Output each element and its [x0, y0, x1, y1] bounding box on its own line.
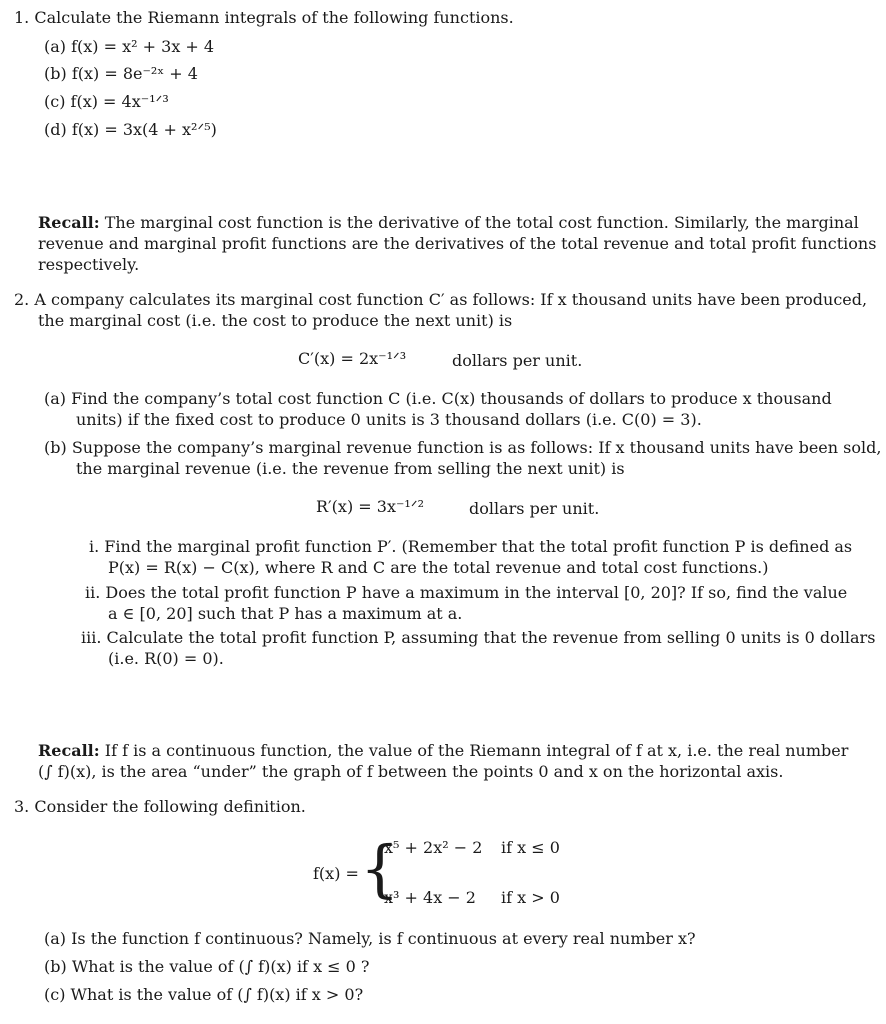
q1-item-b: (b) f(x) = 8e⁻²ˣ + 4	[44, 64, 198, 83]
q2b-i-line-2: P(x) = R(x) − C(x), where R and C are the total revenue and total cost functions.)	[108, 558, 769, 577]
marginal-revenue-unit: dollars per unit.	[469, 499, 600, 518]
q2b-line-1: (b) Suppose the company’s marginal revenue function is as follows: If x thousand units have been sold,	[44, 438, 882, 457]
recall2-text-1: If f is a continuous function, the value of the Riemann integral of f at x, i.e. the real number	[99, 741, 849, 760]
q1-item-a: (a) f(x) = x² + 3x + 4	[44, 37, 215, 56]
q1-item-c: (c) f(x) = 4x⁻¹ᐟ³	[44, 92, 169, 111]
q3-item-c: (c) What is the value of (∫ f)(x) if x > 0?	[44, 985, 364, 1004]
piecewise-condition-2: if x > 0	[501, 888, 560, 907]
q2b-line-2: the marginal revenue (i.e. the revenue from selling the next unit) is	[76, 459, 625, 478]
recall1-line-1	[38, 213, 859, 233]
recall1-label: Recall:	[38, 213, 100, 232]
recall1-text-1: The marginal cost function is the derivative of the total cost function. Similarly, the marginal	[99, 213, 859, 232]
q2b-ii-line-2: a ∈ [0, 20] such that P has a maximum at a.	[108, 604, 463, 623]
q3-item-b: (b) What is the value of (∫ f)(x) if x ≤ 0 ?	[44, 957, 370, 976]
piecewise-case-2: x³ + 4x − 2	[384, 888, 476, 907]
recall1-line-2: revenue and marginal profit functions are the derivatives of the total revenue and total profit functions	[38, 234, 877, 253]
q2-stem-line-1: 2. A company calculates its marginal cost function C′ as follows: If x thousand units have been produced,	[14, 290, 868, 309]
q2a-line-1: (a) Find the company’s total cost function C (i.e. C(x) thousands of dollars to produce x thousand	[44, 389, 832, 408]
recall2-line-2: (∫ f)(x), is the area “under” the graph of f between the points 0 and x on the horizontal axis.	[38, 762, 784, 781]
q3-item-a: (a) Is the function f continuous? Namely, is f continuous at every real number x?	[44, 929, 696, 948]
recall2-line-1	[38, 741, 848, 761]
q2b-iii-line-2: (i.e. R(0) = 0).	[108, 649, 224, 668]
q2b-i-line-1: i. Find the marginal profit function P′. (Remember that the total profit function P is defined as	[89, 537, 853, 556]
marginal-cost-equation: C′(x) = 2x⁻¹ᐟ³	[298, 349, 407, 368]
q2-stem-line-2: the marginal cost (i.e. the cost to produce the next unit) is	[38, 311, 513, 330]
q2b-ii-line-1: ii. Does the total profit function P have a maximum in the interval [0, 20]? If so, find the value	[85, 583, 848, 602]
piecewise-brace: {	[360, 832, 400, 905]
marginal-revenue-equation: R′(x) = 3x⁻¹ᐟ²	[316, 497, 425, 516]
piecewise-fx-label: f(x) =	[313, 864, 359, 883]
q2a-line-2: units) if the fixed cost to produce 0 units is 3 thousand dollars (i.e. C(0) = 3).	[76, 410, 702, 429]
recall2-label: Recall:	[38, 741, 100, 760]
q3-stem: 3. Consider the following definition.	[14, 797, 306, 816]
q1-item-d: (d) f(x) = 3x(4 + x²ᐟ⁵)	[44, 120, 217, 139]
q1-stem: 1. Calculate the Riemann integrals of the following functions.	[14, 8, 514, 27]
recall1-line-3: respectively.	[38, 255, 140, 274]
marginal-cost-unit: dollars per unit.	[452, 351, 583, 370]
piecewise-condition-1: if x ≤ 0	[501, 838, 560, 857]
q2b-iii-line-1: iii. Calculate the total profit function P, assuming that the revenue from selling 0 units is 0 dollars	[81, 628, 876, 647]
piecewise-case-1: x⁵ + 2x² − 2	[384, 838, 483, 857]
